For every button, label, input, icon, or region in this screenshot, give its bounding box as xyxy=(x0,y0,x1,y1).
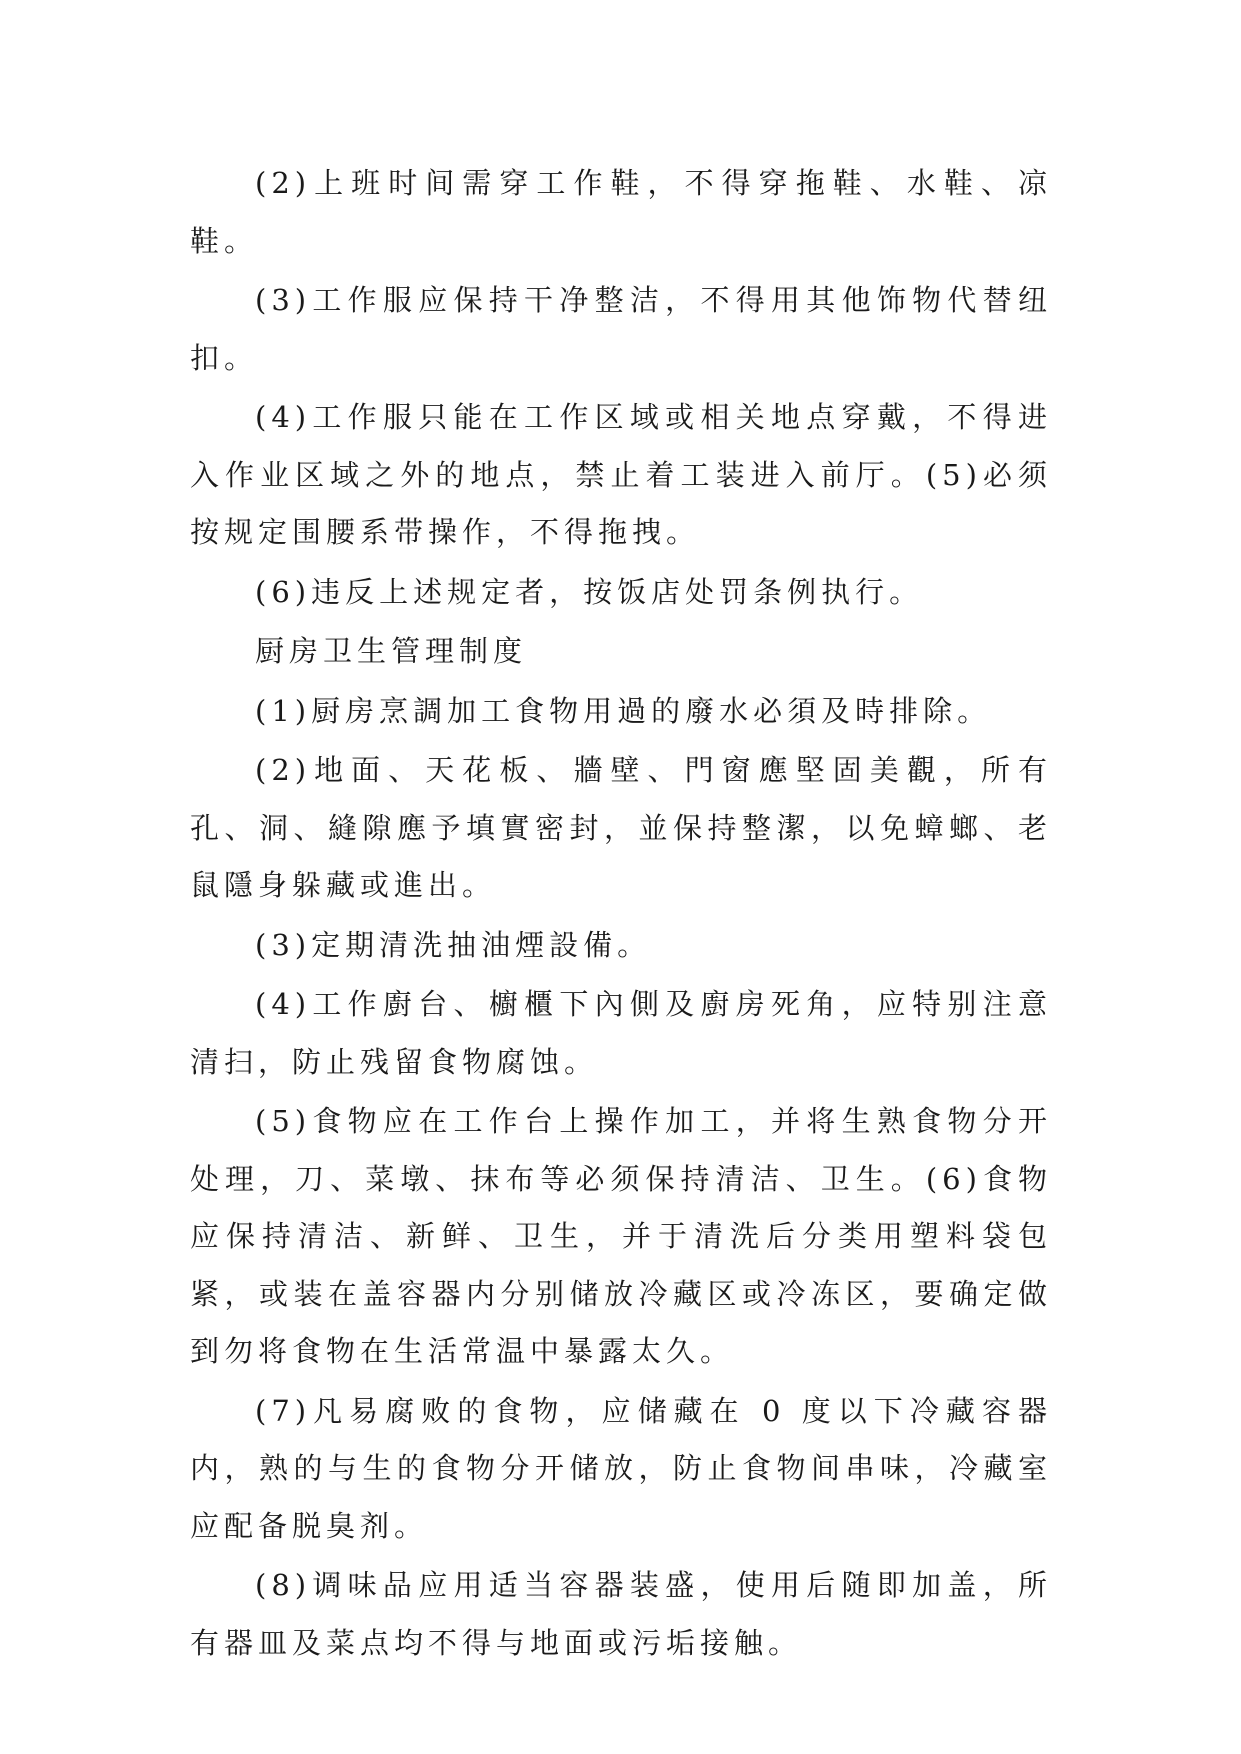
paragraph-dead-corners: (4)工作廚台、櫥櫃下內側及廚房死角，应特别注意清扫，防止残留食物腐蚀。 xyxy=(190,987,1052,1079)
paragraph-range-hood: (3)定期清洗抽油煙設備。 xyxy=(255,927,652,962)
paragraph-walls-floors: (2)地面、天花板、牆壁、門窗應堅固美觀，所有孔、洞、縫隙應予填實密封，並保持整潔，以免蟑螂、老鼠隱身躲藏或進出。 xyxy=(190,753,1052,902)
paragraph-food-processing: (5)食物应在工作台上操作加工，并将生熟食物分开处理，刀、菜墩、抹布等必须保持清洁、卫生。(6)食物应保持清洁、新鲜、卫生，并于清洗后分类用塑料袋包紧，或装在盖容器内分别储放冷藏区或冷冻区，要确定做到勿将食物在生活常温中暴露太久。 xyxy=(190,1104,1052,1368)
paragraph-work-shoes: (2)上班时间需穿工作鞋，不得穿拖鞋、水鞋、凉鞋。 xyxy=(190,166,1052,258)
paragraph-perishable-storage: (7)凡易腐败的食物，应储藏在 0 度以下冷藏容器内，熟的与生的食物分开储放，防止食物间串味，冷藏室应配备脱臭剂。 xyxy=(190,1393,1052,1543)
paragraph-violation: (6)违反上述规定者，按饭店处罚条例执行。 xyxy=(255,574,924,609)
paragraph-uniform-clean: (3)工作服应保持干净整洁，不得用其他饰物代替纽扣。 xyxy=(190,283,1052,375)
document-body xyxy=(190,155,1052,1674)
paragraph-uniform-area: (4)工作服只能在工作区域或相关地点穿戴，不得进入作业区域之外的地点，禁止着工装进入前厅。(5)必须按规定围腰系带操作，不得拖拽。 xyxy=(190,400,1052,549)
paragraph-wastewater: (1)厨房烹調加工食物用過的廢水必須及時排除。 xyxy=(255,693,992,728)
section-heading-kitchen-hygiene: 厨房卫生管理制度 xyxy=(255,634,528,668)
paragraph-condiments: (8)调味品应用适当容器装盛，使用后随即加盖，所有器皿及菜点均不得与地面或污垢接触。 xyxy=(190,1568,1052,1660)
